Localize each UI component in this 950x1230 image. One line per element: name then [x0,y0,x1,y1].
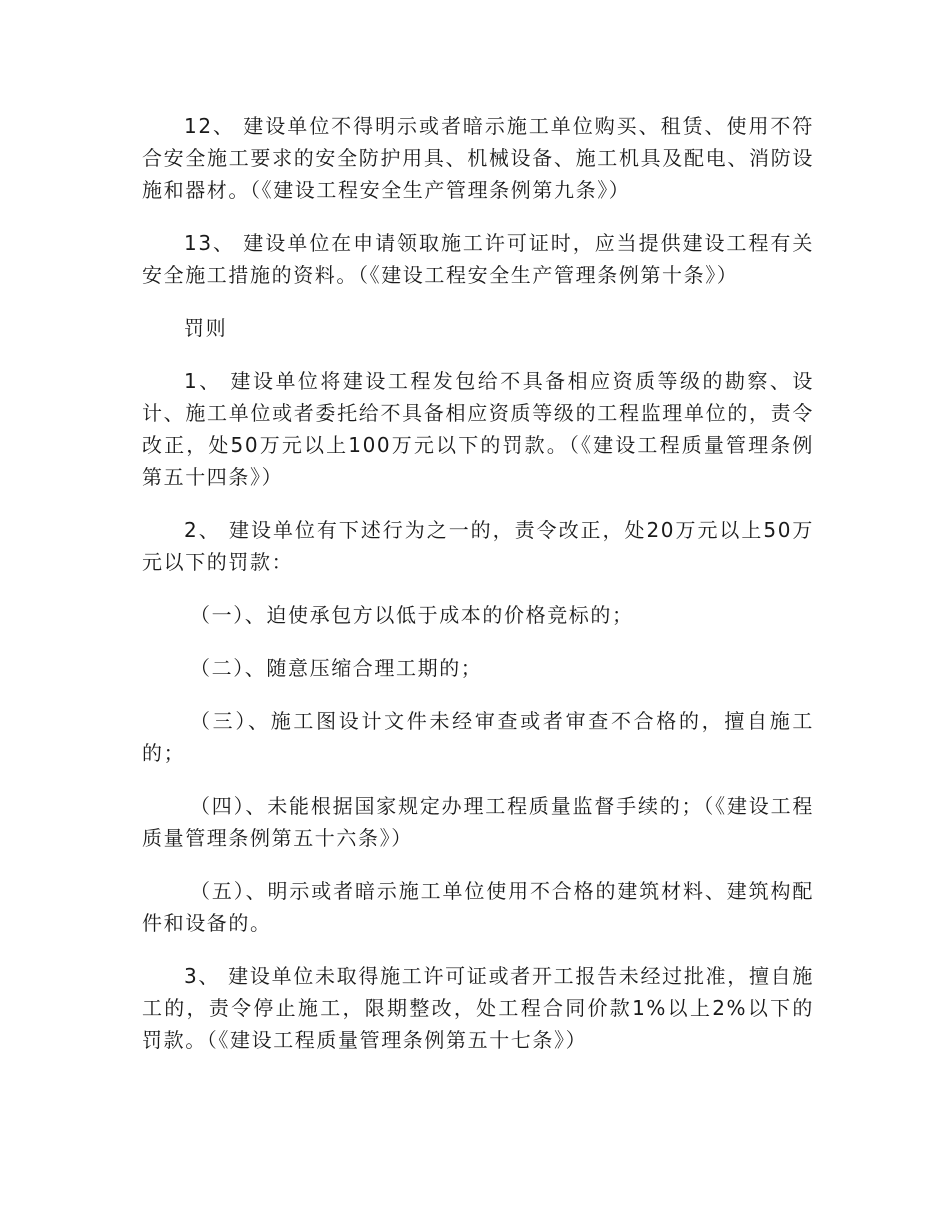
article-13: 13、 建设单位在申请领取施工许可证时，应当提供建设工程有关安全施工措施的资料。（《建设工程安全生产管理条例第十条》） [142,231,814,287]
penalty-2-item-1: （一）、迫使承包方以低于成本的价格竞标的； [190,603,634,627]
penalty-2: 2、 建设单位有下述行为之一的，责令改正，处20万元以上50万元以下的罚款： [142,518,814,574]
article-12: 12、 建设单位不得明示或者暗示施工单位购买、租赁、使用不符合安全施工要求的安全防护用具、机械设备、施工机具及配电、消防设施和器材。（《建设工程安全生产管理条例第九条》） [142,114,814,202]
penalty-2-item-3: （三）、施工图设计文件未经审查或者审查不合格的，擅自施工的； [142,709,814,765]
penalty-2-item-2: （二）、随意压缩合理工期的； [190,656,483,680]
penalty-heading: 罚则 [184,316,228,340]
document-page [142,110,814,1077]
penalty-3: 3、 建设单位未取得施工许可证或者开工报告未经过批准，擅自施工的，责令停止施工，限期整改，处工程合同价款1%以上2%以下的罚款。（《建设工程质量管理条例第五十七条》） [142,964,814,1052]
penalty-1: 1、 建设单位将建设工程发包给不具备相应资质等级的勘察、设计、施工单位或者委托给不具备相应资质等级的工程监理单位的，责令改正，处50万元以上100万元以下的罚款。（《建设工程质量管理条例第五十四条》） [142,369,814,489]
penalty-2-item-5: （五）、明示或者暗示施工单位使用不合格的建筑材料、建筑构配件和设备的。 [142,879,814,935]
penalty-2-item-4: （四）、未能根据国家规定办理工程质量监督手续的；（《建设工程质量管理条例第五十六条》） [142,794,814,850]
